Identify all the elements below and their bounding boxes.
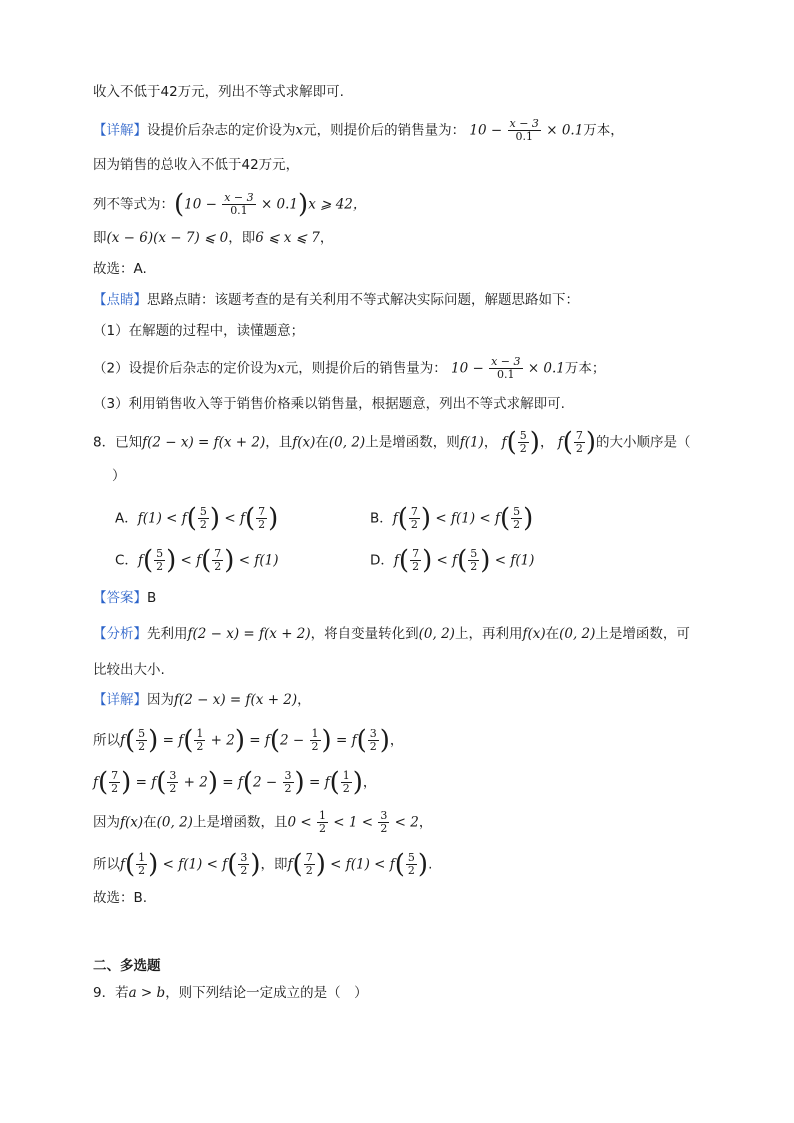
option-b: B．f( $\frac{7}{2}$ ) < f(1) < f( $\frac{5}{2}$ ) <box>370 503 534 534</box>
text-line: 故选：A. <box>93 261 147 277</box>
question-8: 8．已知f(2 − x) = f(x + 2)，且f(x)在(0, 2)上是增函数，则f(1)， f( $\frac{5}{2}$ )， f( $\frac{7}{2}$ )的大小顺序是（ <box>93 427 691 458</box>
answer-line: 【答案】B <box>93 590 157 606</box>
derivation-line: f( $\frac{7}{2}$ ) = f( $\frac{3}{2}$ + 2) = f(2 − $\frac{3}{2}$ ) = f( $\frac{1}{2}$ )， <box>93 767 377 798</box>
text-line: 即(x − 6)(x − 7) ⩽ 0，即6 ⩽ x ⩽ 7， <box>93 230 334 246</box>
question-8-close: ） <box>112 468 126 484</box>
step-line: （3）利用销售收入等于销售价格乘以销售量，根据题意，列出不等式求解即可. <box>93 396 565 412</box>
detail-tag: 【详解】 <box>93 692 147 708</box>
text-line: 收入不低于42万元，列出不等式求解即可. <box>93 84 344 100</box>
fraction: $\frac{x - 3}{0.1}$ <box>509 117 539 143</box>
inequality-line: 列不等式为：(10 − $\frac{x - 3}{0.1}$ × 0.1)x ⩾ 42， <box>93 189 367 220</box>
tip-line: 【点睛】思路点睛：该题考查的是有关利用不等式解决实际问题，解题思路如下： <box>93 292 579 308</box>
detail-tag: 【详解】 <box>93 122 147 139</box>
text-line: 因为销售的总收入不低于42万元， <box>93 157 300 173</box>
question-9: 9．若a > b，则下列结论一定成立的是（ ） <box>93 985 368 1001</box>
detail-line: 【详解】设提价后杂志的定价设为x元，则提价后的销售量为： 10 − $\frac{x - 3}{0.1}$ × 0.1万本， <box>93 117 624 143</box>
section-heading: 二、多选题 <box>93 958 161 974</box>
detail-line: 【详解】因为f(2 − x) = f(x + 2)， <box>93 692 311 708</box>
option-a: A．f(1) < f( $\frac{5}{2}$ ) < f( $\frac{7}{2}$ ) <box>115 503 279 534</box>
step-line: （2）设提价后杂志的定价设为x元，则提价后的销售量为： 10 − $\frac{x - 3}{0.1}$ × 0.1万本； <box>93 355 606 381</box>
fraction: $\frac{x - 3}{0.1}$ <box>491 355 521 381</box>
step-line: （1）在解题的过程中，读懂题意； <box>93 323 305 339</box>
option-d: D．f( $\frac{7}{2}$ ) < f( $\frac{5}{2}$ ) < f(1) <box>370 545 535 576</box>
answer-tag: 【答案】 <box>93 590 147 606</box>
derivation-line: 因为f(x)在(0, 2)上是增函数，且0 < $\frac{1}{2}$ < 1 < $\frac{3}{2}$ < 2， <box>93 809 433 835</box>
analysis-cont: 比较出大小. <box>93 662 165 678</box>
tip-tag: 【点睛】 <box>93 292 147 308</box>
text-line: 故选：B. <box>93 890 148 906</box>
analysis-tag: 【分析】 <box>93 626 147 642</box>
analysis-line: 【分析】先利用f(2 − x) = f(x + 2)，将自变量转化到(0, 2)上，再利用f(x)在(0, 2)上是增函数，可 <box>93 626 690 642</box>
derivation-line: 所以f( $\frac{5}{2}$ ) = f( $\frac{1}{2}$ + 2) = f(2 − $\frac{1}{2}$ ) = f( $\frac{3}{2}$ )， <box>93 725 404 756</box>
derivation-line: 所以f( $\frac{1}{2}$ ) < f(1) < f( $\frac{3}{2}$ )，即f( $\frac{7}{2}$ ) < f(1) < f( $\frac{5}{2}$ ). <box>93 849 433 880</box>
fraction: $\frac{x - 3}{0.1}$ <box>224 191 254 217</box>
option-c: C．f( $\frac{5}{2}$ ) < f( $\frac{7}{2}$ ) < f(1) <box>115 545 279 576</box>
